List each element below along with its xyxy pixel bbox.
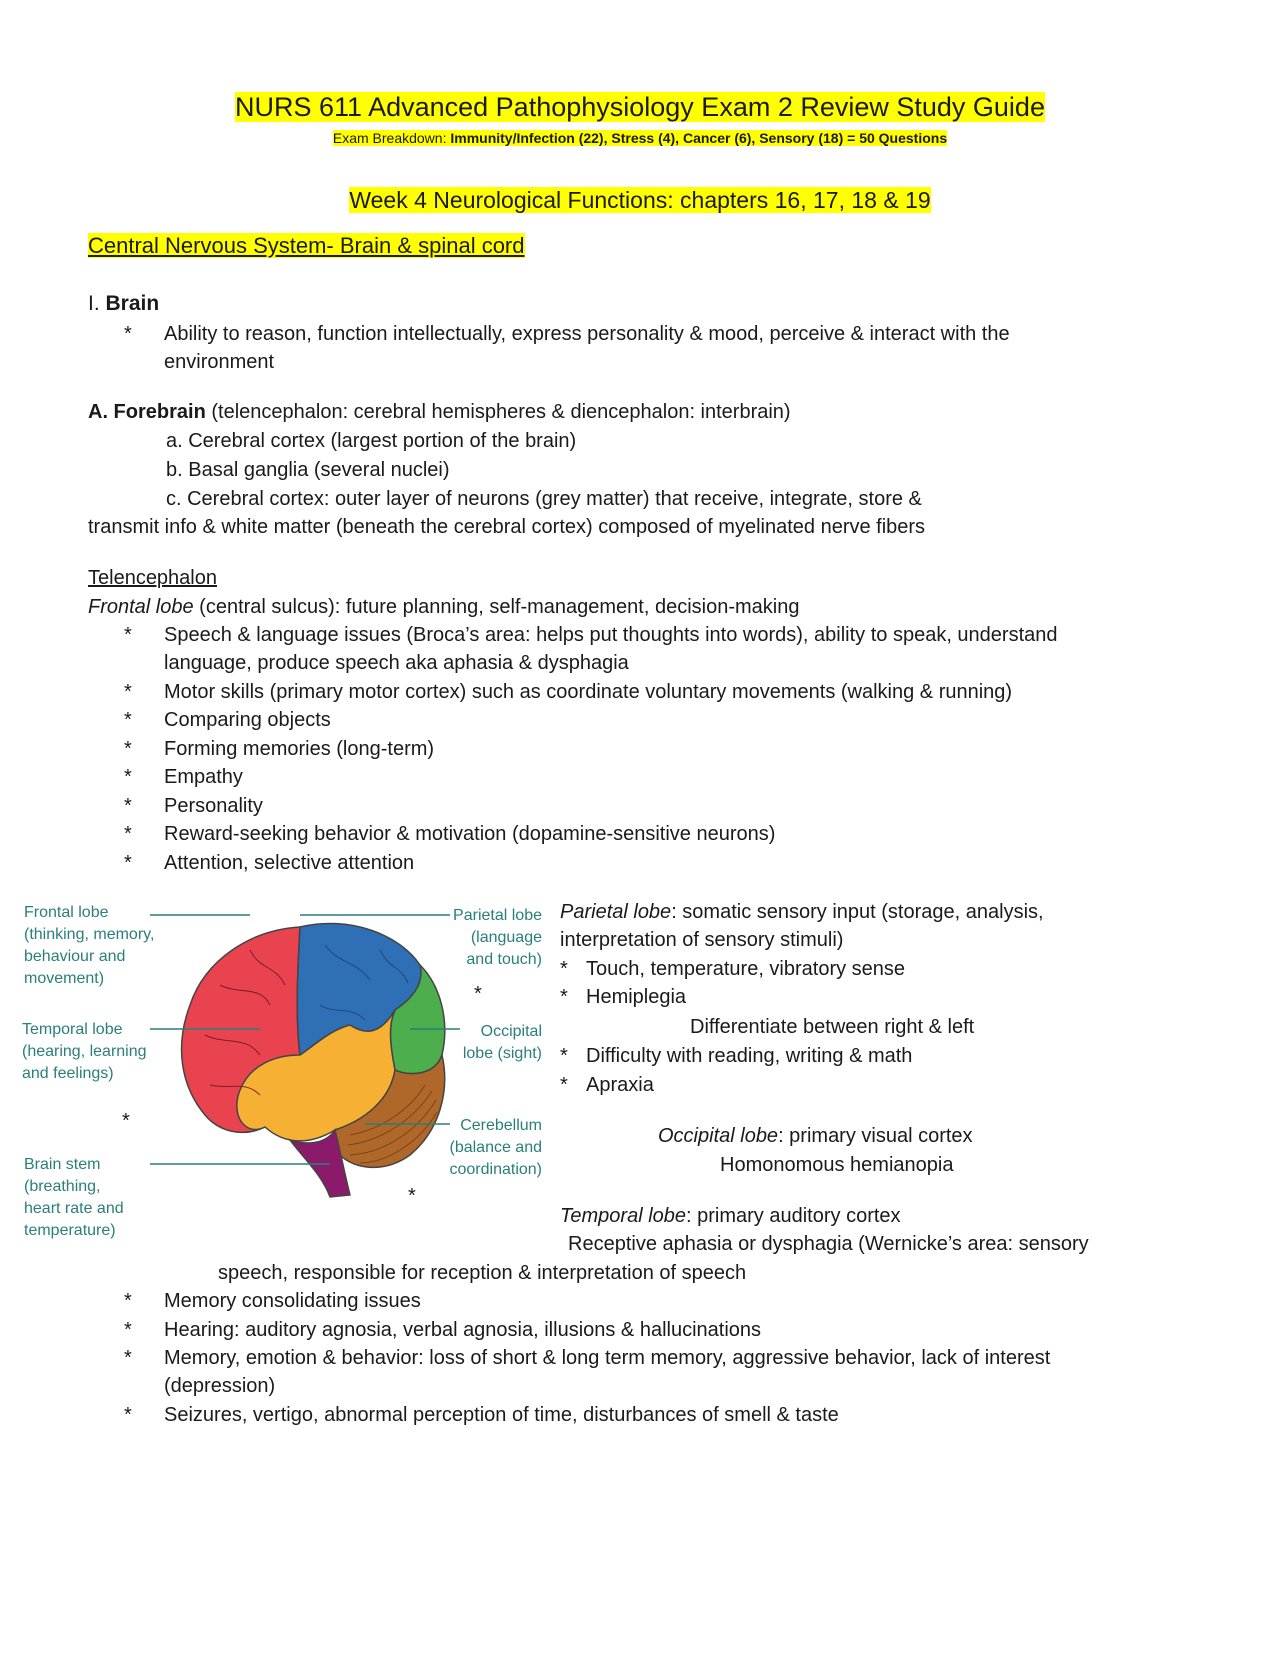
- parietal-bullet: * Hemiplegia: [560, 986, 687, 1008]
- document-page: NURS 611 Advanced Pathophysiology Exam 2 Review Study Guide Exam Breakdown: Immunity/Infection (22), Stress (4), Cancer (6), Sensory (18) = 50 Questions Week 4 Neurological Functions: chapters 16, 17, 18 & 19 Central Nervous System- Brain & spinal cord I. Brain * Ability to reason, function intellectually, express personality & mood, perceive & interact with the environment A. Forebrain (telencephalon: cerebral hemispheres & diencephalon: interbrain) a. Cerebral cortex (largest portion of the brain) b. Basal ganglia (several nuclei) c. Cerebral cortex: outer layer of neurons (grey matter) that receive, integrate, store & transmit info & white matter (beneath the cerebral cortex) composed of myelinated nerve fibers Telencephalon Frontal lobe (central sulcus): future planning, self-management, decision-making * Speech & language issues (Broca’s area: helps put thoughts into words), ability to speak, understand language, produce speech aka aphasia & dysphagia * Motor skills (primary motor cortex) such as coordinate voluntary movements (walking & running) * Comparing objects * Forming memories (long-term) * Empathy * Personality * Reward-seeking behavior & motivation (dopamine-sensitive neurons) * Attention, selective attention Frontal lobe (thinking, memory, behaviour and movement) Temporal lobe (hearing, learning and feelings) Brain stem (breathing, heart rate and temperature) Parietal lobe (language and touch) Occipital lobe (sight) Cerebellum (balance and coordination) * * * Parietal lobe: somatic sensory input (storage, analysis, interpretation of sensory stimuli) * Touch, temperature, vibratory sense * Hemiplegia Differentiate between right & left * Difficulty with reading, writing & math * Apraxia Occipital lobe: primary visual cortex Homonomous hemianopia Temporal lobe: primary auditory cortex Receptive aphasia or dysphagia (Wernicke’s area: sensory speech, responsible for reception & interpretation of speech * Memory consolidating issues * Hearing: auditory agnosia, verbal agnosia, illusions & hallucinations * Memory, emotion & behavior: loss of short & long term memory, aggressive behavior, lack of interest (depression) * Seizures, vertigo, abnormal perception of time, disturbances of smell & taste: [0, 0, 1280, 1656]
- brain-heading: I. Brain: [88, 292, 160, 315]
- temporal-lobe-line2: Receptive aphasia or dysphagia (Wernicke’s area: sensory: [568, 1233, 1089, 1255]
- forebrain-item: b. Basal ganglia (several nuclei): [166, 459, 450, 481]
- occipital-note: Homonomous hemianopia: [720, 1154, 954, 1176]
- doc-title: NURS 611 Advanced Pathophysiology Exam 2 Review Study Guide: [235, 92, 1045, 122]
- exam-breakdown: Exam Breakdown: Immunity/Infection (22), Stress (4), Cancer (6), Sensory (18) = 50 Questions: [332, 130, 948, 146]
- forebrain-item-cont: transmit info & white matter (beneath the cerebral cortex) composed of myelinated nerve fibers: [88, 516, 926, 538]
- frontal-lobe-line: Frontal lobe (central sulcus): future planning, self-management, decision-making: [88, 596, 800, 618]
- temporal-lobe-line: Temporal lobe: primary auditory cortex: [560, 1205, 901, 1227]
- diagram-label-brainstem: Brain stem (breathing, heart rate and temperature): [24, 1156, 124, 1239]
- frontal-bullet-cont: language, produce speech aka aphasia & dysphagia: [164, 652, 629, 674]
- parietal-bullet: * Apraxia: [560, 1074, 654, 1096]
- telencephalon-heading: Telencephalon: [88, 567, 217, 589]
- diagram-label-parietal: Parietal lobe (language and touch): [453, 907, 542, 968]
- forebrain-item: c. Cerebral cortex: outer layer of neurons (grey matter) that receive, integrate, store &: [166, 488, 922, 510]
- parietal-bullet: * Touch, temperature, vibratory sense: [560, 958, 906, 980]
- diagram-label-cerebellum: Cerebellum (balance and coordination): [449, 1117, 542, 1178]
- occipital-lobe-line: Occipital lobe: primary visual cortex: [658, 1125, 973, 1147]
- diagram-asterisk: *: [122, 1110, 130, 1132]
- week-heading: Week 4 Neurological Functions: chapters 16, 17, 18 & 19: [349, 187, 931, 213]
- diagram-asterisk: *: [474, 983, 482, 1005]
- diagram-label-temporal: Temporal lobe (hearing, learning and feelings): [22, 1021, 147, 1082]
- parietal-note: Differentiate between right & left: [690, 1016, 975, 1038]
- diagram-label-occipital: Occipital lobe (sight): [462, 1023, 542, 1062]
- diagram-asterisk: *: [408, 1185, 416, 1207]
- section-heading: Central Nervous System- Brain & spinal cord: [88, 233, 525, 258]
- parietal-lobe-line: Parietal lobe: somatic sensory input (storage, analysis,: [560, 901, 1044, 923]
- forebrain-heading: A. Forebrain (telencephalon: cerebral hemispheres & diencephalon: interbrain): [88, 401, 791, 423]
- parietal-bullet: * Difficulty with reading, writing & math: [560, 1045, 913, 1067]
- diagram-label-frontal: Frontal lobe (thinking, memory, behaviour and movement): [24, 904, 155, 987]
- forebrain-item: a. Cerebral cortex (largest portion of the brain): [166, 430, 577, 452]
- temporal-lobe-line3: speech, responsible for reception & interpretation of speech: [218, 1262, 747, 1284]
- parietal-lobe-cont: interpretation of sensory stimuli): [560, 929, 844, 951]
- brain-bullet-cont: environment: [164, 351, 275, 373]
- temporal-bullet-cont: (depression): [164, 1375, 276, 1397]
